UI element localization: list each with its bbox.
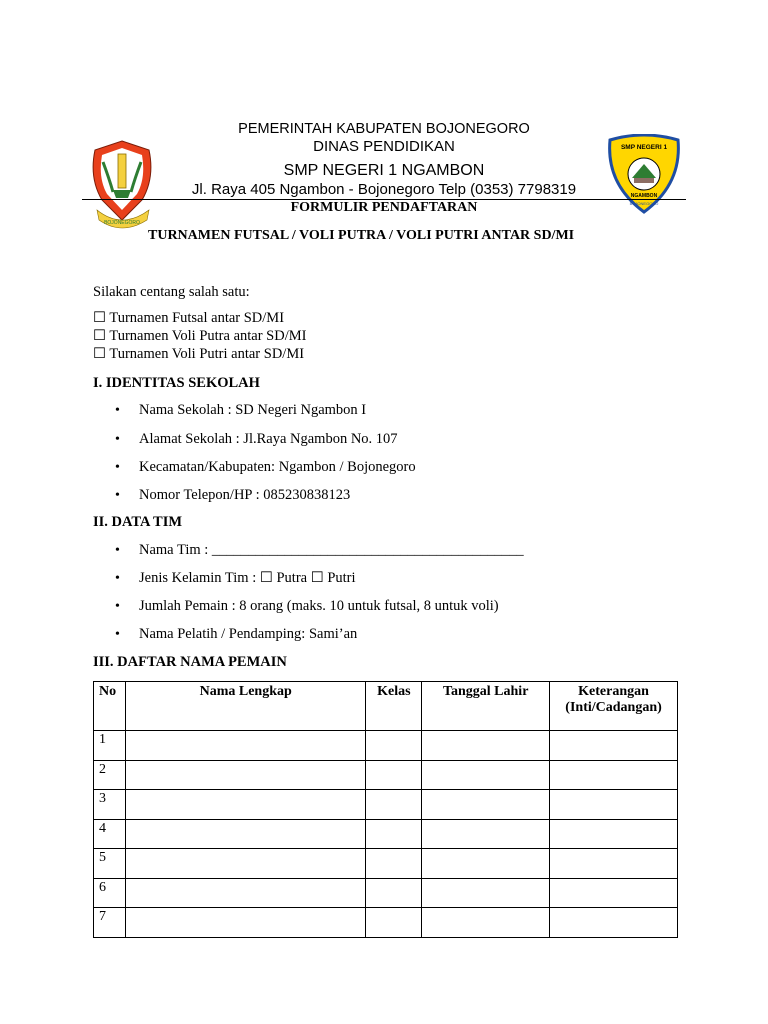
section-school-identity-title: I. IDENTITAS SEKOLAH — [93, 375, 260, 391]
table-row — [94, 790, 678, 820]
class-cell[interactable] — [366, 849, 422, 879]
bullet-icon: • — [115, 571, 120, 586]
class-cell[interactable] — [366, 790, 422, 820]
class-cell[interactable] — [366, 731, 422, 761]
player-list-table — [93, 681, 678, 938]
team-gender-checkboxes[interactable]: Jenis Kelamin Tim : ☐ Putra ☐ Putri — [139, 570, 356, 586]
option-voli-putri-checkbox[interactable]: ☐ Turnamen Voli Putri antar SD/MI — [93, 346, 305, 362]
row-number: 7 — [94, 908, 126, 938]
column-header-no: No — [94, 682, 126, 731]
birth-date-cell[interactable] — [422, 908, 550, 938]
birth-date-cell[interactable] — [422, 731, 550, 761]
form-subtitle: TURNAMEN FUTSAL / VOLI PUTRA / VOLI PUTRI ANTAR SD/MI — [148, 228, 575, 243]
name-cell[interactable] — [125, 790, 365, 820]
row-number: 3 — [94, 790, 126, 820]
remarks-cell[interactable] — [550, 849, 678, 879]
name-cell[interactable] — [125, 760, 365, 790]
name-cell[interactable] — [125, 819, 365, 849]
table-row — [94, 819, 678, 849]
bullet-icon: • — [115, 599, 120, 614]
logo-right-bottom-text: BOJONEGORO — [629, 201, 659, 206]
column-header-remarks: Keterangan (Inti/Cadangan) — [550, 682, 678, 731]
option-voli-putra-checkbox[interactable]: ☐ Turnamen Voli Putra antar SD/MI — [93, 328, 307, 344]
letterhead-government: PEMERINTAH KABUPATEN BOJONEGORO — [238, 121, 530, 137]
table-header-row — [94, 682, 678, 731]
birth-date-cell[interactable] — [422, 819, 550, 849]
birth-date-cell[interactable] — [422, 878, 550, 908]
instruction-text: Silakan centang salah satu: — [93, 284, 250, 300]
logo-left-text: BOJONEGORO — [104, 220, 140, 226]
remarks-cell[interactable] — [550, 878, 678, 908]
class-cell[interactable] — [366, 908, 422, 938]
birth-date-cell[interactable] — [422, 790, 550, 820]
school-address-field: Alamat Sekolah : Jl.Raya Ngambon No. 107 — [139, 431, 398, 447]
bullet-icon: • — [115, 627, 120, 642]
remarks-cell[interactable] — [550, 731, 678, 761]
column-header-class: Kelas — [366, 682, 422, 731]
row-number: 2 — [94, 760, 126, 790]
row-number: 6 — [94, 878, 126, 908]
school-name-field: Nama Sekolah : SD Negeri Ngambon I — [139, 402, 367, 418]
option-futsal-checkbox[interactable]: ☐ Turnamen Futsal antar SD/MI — [93, 310, 285, 326]
coach-name-field: Nama Pelatih / Pendamping: Sami’an — [139, 626, 358, 642]
phone-field: Nomor Telepon/HP : 085230838123 — [139, 487, 351, 503]
logo-right-top-text: SMP NEGERI 1 — [620, 144, 668, 151]
class-cell[interactable] — [366, 878, 422, 908]
row-number: 5 — [94, 849, 126, 879]
remarks-cell[interactable] — [550, 790, 678, 820]
name-cell[interactable] — [125, 731, 365, 761]
table-row — [94, 849, 678, 879]
player-count-field: Jumlah Pemain : 8 orang (maks. 10 untuk futsal, 8 untuk voli) — [139, 598, 499, 614]
name-cell[interactable] — [125, 878, 365, 908]
table-row — [94, 908, 678, 938]
row-number: 1 — [94, 731, 126, 761]
birth-date-cell[interactable] — [422, 760, 550, 790]
birth-date-cell[interactable] — [422, 849, 550, 879]
remarks-cell[interactable] — [550, 760, 678, 790]
bullet-icon: • — [115, 543, 120, 558]
bullet-icon: • — [115, 488, 120, 503]
team-name-field[interactable]: Nama Tim : ___________________________________________ — [139, 542, 524, 558]
row-number: 4 — [94, 819, 126, 849]
section-team-data-title: II. DATA TIM — [93, 514, 183, 530]
letterhead-school-name: SMP NEGERI 1 NGAMBON — [283, 162, 485, 179]
column-header-full-name: Nama Lengkap — [125, 682, 365, 731]
letterhead-address: Jl. Raya 405 Ngambon - Bojonegoro Telp (0353) 7798319 — [191, 181, 577, 198]
district-field: Kecamatan/Kabupaten: Ngambon / Bojonegoro — [139, 459, 416, 475]
remarks-cell[interactable] — [550, 908, 678, 938]
logo-right-mid-text: NGAMBON — [630, 193, 658, 199]
table-row — [94, 878, 678, 908]
bullet-icon: • — [115, 432, 120, 447]
name-cell[interactable] — [125, 849, 365, 879]
form-title: FORMULIR PENDAFTARAN — [290, 200, 478, 215]
bullet-icon: • — [115, 403, 120, 418]
class-cell[interactable] — [366, 760, 422, 790]
section-player-list-title: III. DAFTAR NAMA PEMAIN — [93, 654, 287, 670]
letterhead-department: DINAS PENDIDIKAN — [313, 138, 455, 155]
name-cell[interactable] — [125, 908, 365, 938]
table-row — [94, 760, 678, 790]
bullet-icon: • — [115, 460, 120, 475]
class-cell[interactable] — [366, 819, 422, 849]
column-header-birth-date: Tanggal Lahir — [422, 682, 550, 731]
remarks-cell[interactable] — [550, 819, 678, 849]
table-row — [94, 731, 678, 761]
